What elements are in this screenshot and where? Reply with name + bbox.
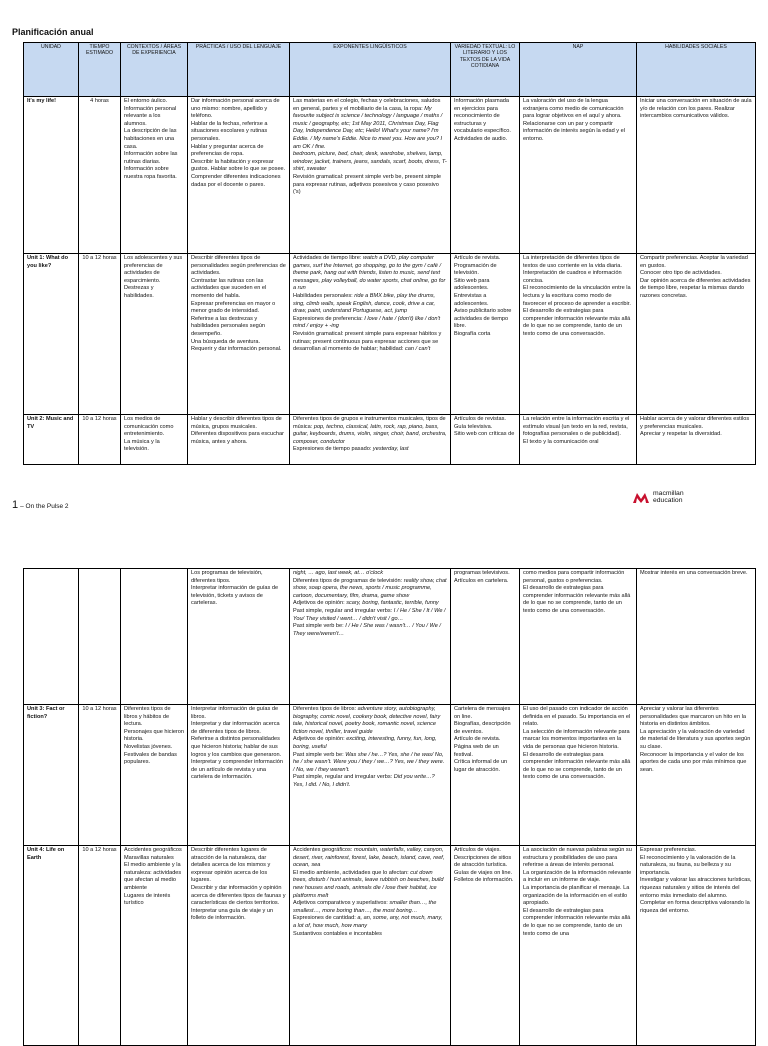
nap-cell	[520, 705, 637, 846]
planning-table-page-1	[23, 42, 756, 465]
cell-line: Artículo de revista.	[454, 255, 501, 261]
book-title: On the Pulse 2	[25, 503, 69, 510]
texts-cell	[451, 705, 520, 846]
texts-cell	[451, 254, 520, 415]
cell-line: Página web de un festival.	[454, 743, 499, 758]
cell-line: Iniciar una conversación en situación de aula y/o de relación con los pares. Realizar intercambios comunicativos válidos.	[640, 98, 752, 120]
cell-line: Apreciar y valorar las diferentes personalidades que marcaron un hito en la historia en distintos ámbitos.	[640, 706, 747, 728]
cell-line: Interpretación de cuadros e información concisa.	[523, 270, 622, 284]
cell-line: Describir la habitación y expresar gustos. Hablar sobre lo que se posee.	[191, 158, 286, 173]
header-habilidades: HABILIDADES SOCIALES	[637, 43, 756, 97]
exponent-example: I / He / She / It / We / You/ They visited / went… / didn't visit / go…	[293, 607, 446, 622]
macmillan-logo-icon	[632, 490, 650, 504]
cell-line: Guías de viajes on line.	[454, 869, 513, 876]
nap-cell	[520, 846, 637, 1046]
header-variedad: VARIEDAD TEXTUAL: LO LITERARIO Y LOS TEXTOS DE LA VIDA COTIDIANA	[451, 43, 520, 97]
nap-cell	[520, 569, 637, 705]
cell-line: Artículos en cartelera.	[454, 577, 509, 584]
cell-line: La organización de la información relevante a incluir en un informe de viaje.	[523, 869, 632, 884]
cell-line: Relacionarse con un par y compartir información de interés según la edad y el entorno.	[523, 120, 625, 142]
cell-line: Cartelera de mensajes on line.	[454, 706, 511, 720]
contexts-cell	[121, 254, 188, 415]
exponent-label: Diferentes tipos de libros:	[293, 706, 358, 712]
exponent-label: Diferentes tipos de programas de televisión:	[293, 577, 404, 584]
cell-line: El reconocimiento de la vinculación entre la lectura y la escritura como modo de favorecer el proceso de aprender a escribir.	[523, 285, 631, 307]
nap-cell	[520, 415, 637, 465]
exponent-label: Sustantivos contables e incontables	[293, 930, 382, 937]
cell-line: Comprender diferentes indicaciones dadas por el docente o pares.	[191, 173, 281, 188]
nap-cell	[520, 254, 637, 415]
cell-line: El uso del pasado con indicador de acción definida en el pasado. Su importancia en el relato.	[523, 706, 631, 728]
exponent-label: Past simple verb be:	[293, 751, 346, 758]
cell-line: Completar en forma descriptiva valorando la riqueza del entorno.	[640, 900, 750, 914]
table-row	[24, 569, 756, 705]
cell-line: Sitio web con críticas de	[454, 431, 515, 438]
cell-line: Maravillas naturales	[124, 854, 174, 861]
exponent-example: scary, boring, fantastic, terrible, funny	[346, 600, 439, 607]
cell-line: Interpretar y dar información acerca de diferentes tipos de libros.	[191, 721, 280, 735]
exponents-cell	[290, 569, 451, 705]
cell-line: Programación de televisión.	[454, 262, 497, 277]
contexts-cell	[121, 705, 188, 846]
exponent-example: bedroom, picture, bed, chair, desk, wardrobe, shelves, lamp, window; jacket, trainers, jeans, sandals, scarf, boots, dress, T-shirt, sweater	[293, 151, 447, 173]
cell-line: Artículos de revistas.	[454, 416, 506, 422]
cell-line: programas televisivos.	[454, 570, 510, 576]
practices-cell	[188, 415, 290, 465]
exponent-example: reality show, chat show, soap opera, the news, sports / music programme, cartoon, documentary, film, drama, game show	[293, 577, 447, 599]
contexts-cell	[121, 569, 188, 705]
exponent-example: smaller than…, the smallest…, more boring than…, the most boring…	[293, 900, 437, 914]
skills-cell	[637, 97, 756, 254]
exponent-label: Expresiones de cantidad:	[293, 915, 358, 922]
exponent-example: Was she / he…? Yes, she / he was/ No, he / she wasn't. Were you / they / we…? Yes, we / they were. / No, we / they weren't.	[293, 751, 445, 773]
exponents-cell	[290, 254, 451, 415]
page-number: 1	[12, 499, 19, 511]
document-page-2	[0, 560, 768, 1024]
exponent-line	[293, 578, 447, 601]
time-cell: 10 a 12 horas	[79, 415, 121, 465]
cell-line: Referirse a las destrezas y habilidades personales según desempeño.	[191, 315, 266, 337]
cell-line: Artículo de revista.	[454, 736, 501, 743]
cell-line: Sitio web para adolescentes.	[454, 277, 490, 292]
unit-cell	[24, 569, 79, 705]
cell-line: Crítica informal de un lugar de atracción.	[454, 759, 508, 773]
cell-line: Destrezas y habilidades.	[124, 285, 154, 299]
skills-cell	[637, 846, 756, 1046]
texts-cell	[451, 569, 520, 705]
exponent-label: Past simple verb be:	[293, 623, 346, 630]
exponent-label: Accidentes geográficos:	[293, 847, 354, 853]
exponents-cell	[290, 415, 451, 465]
cell-line: El entorno áulico.	[124, 98, 168, 104]
exponent-line	[293, 446, 447, 454]
cell-line: Información sobre las rutinas diarias.	[124, 151, 178, 165]
practices-cell	[188, 705, 290, 846]
exponent-line	[293, 870, 447, 900]
exponent-label: Adjetivos de opinión:	[293, 600, 347, 607]
cell-line: Interpretar una guía de viaje y un folleto de información.	[191, 907, 274, 922]
exponent-line	[293, 151, 447, 174]
exponent-line	[293, 608, 447, 623]
exponent-line	[293, 736, 447, 751]
practices-cell	[188, 254, 290, 415]
page-gap	[0, 518, 768, 560]
cell-line: Hablar acerca de y valorar diferentes estilos y preferencias musicales.	[640, 416, 750, 430]
logo-line-1: macmillan	[653, 490, 684, 497]
exponent-example: mountain, waterfalls, valley, canyon, desert, river, rainforest, forest, lake, beach, island, cave, reef, ocean, sea	[293, 847, 445, 869]
document-title: Planificación anual	[12, 27, 94, 37]
time-cell	[79, 569, 121, 705]
exponent-line	[293, 915, 447, 930]
cell-line: Información sobre nuestra ropa favorita.	[124, 166, 177, 180]
exponent-line	[293, 774, 447, 789]
skills-cell	[637, 569, 756, 705]
macmillan-logo	[632, 490, 684, 504]
cell-line: Diferentes dispositivos para escuchar música, antes y ahora.	[191, 431, 284, 445]
exponent-line	[293, 600, 447, 608]
texts-cell	[451, 97, 520, 254]
unit-cell: Unit 2: Music and TV	[24, 415, 79, 465]
exponent-line	[293, 293, 447, 316]
cell-line: Biografía corta	[454, 330, 491, 337]
cell-line: La valoración del uso de la lengua extranjera como medio de comunicación para lograr objetivos en el aquí y ahora.	[523, 98, 624, 120]
exponent-label: Las materias en el colegio, fechas y celebraciones, saludos en general, partes y el mobiliario de la casa, la ropa:	[293, 98, 441, 112]
cell-line: Requerir y dar información personal.	[191, 346, 282, 353]
cell-line: Accidentes geográficos	[124, 847, 182, 853]
exponent-line	[293, 847, 447, 870]
cell-line: Apreciar y respetar la diversidad.	[640, 431, 722, 438]
cell-line: Los medios de comunicación como entretenimiento.	[124, 416, 174, 438]
exponent-example: can / can't	[404, 346, 431, 353]
cell-line: Descripciones de sitios de atracción turística.	[454, 854, 512, 869]
table-row	[24, 705, 756, 846]
cell-line: Actividades de audio.	[454, 135, 508, 142]
cell-line: La selección de información relevante para marcar los momentos importantes en la vida de personas que hicieron historia.	[523, 728, 630, 750]
cell-line: Expresar preferencias.	[640, 847, 697, 853]
skills-cell	[637, 705, 756, 846]
exponent-label: Revisión gramatical: present simple para expresar hábitos y rutinas; present continuous para expresar acciones que se desarrollan al momento de hablar; habilidad:	[293, 330, 442, 353]
cell-line: Folletos de información.	[454, 877, 514, 884]
cell-line: La interpretación de diferentes tipos de textos de uso corriente en la vida diaria.	[523, 255, 622, 269]
header-tiempo: TIEMPO ESTIMADO	[79, 43, 121, 97]
table-row	[24, 254, 756, 415]
cell-line: El desarrollo de estrategias para comprender información relevante más allá de lo que no se comprende, tanto de un texto como de una conversación.	[523, 308, 631, 337]
unit-cell: Unit 4: Life on Earth	[24, 846, 79, 1046]
nap-cell	[520, 97, 637, 254]
unit-cell: Unit 3: Fact or fiction?	[24, 705, 79, 846]
cell-line: El reconocimiento y la valoración de la naturaleza, su fauna, su belleza y su importancia.	[640, 854, 736, 876]
exponent-line	[293, 255, 447, 293]
exponents-cell	[290, 705, 451, 846]
cell-line: Información plasmada en ejercicios para reconocimiento de estructuras y vocabulario específico.	[454, 98, 511, 135]
cell-line: Diferentes tipos de libros y hábitos de lectura.	[124, 706, 171, 728]
cell-line: Describir y dar información y opinión acerca de diferentes tipos de faunas y características de ciertos territorios.	[191, 884, 286, 907]
cell-line: Interpretar información de guías de televisión, tickets y avisos de carteleras.	[191, 585, 279, 607]
cell-line: Hablar de la fechas, referirse a situaciones escolares y rutinas personales.	[191, 120, 268, 142]
practices-cell	[188, 569, 290, 705]
exponent-example: exciting, interesting, funny, fun, long, boring, useful	[293, 736, 437, 750]
header-contextos: CONTEXTOS / ÁREAS DE EXPERIENCIA	[121, 43, 188, 97]
exponent-line	[293, 331, 447, 354]
cell-line: Una búsqueda de aventura.	[191, 338, 261, 345]
exponents-cell	[290, 846, 451, 1046]
table-header-row	[24, 43, 756, 97]
cell-line: Conocer otro tipo de actividades.	[640, 270, 722, 277]
exponent-line	[293, 98, 447, 151]
exponent-label: Revisión gramatical: present simple verb be, present simple para expresar rutinas, adjetivos posesivos y caso posesivo ('s)	[293, 173, 441, 196]
time-cell: 10 a 12 horas	[79, 254, 121, 415]
contexts-cell	[121, 415, 188, 465]
cell-line: Mostrar interés en una conversación breve.	[640, 570, 748, 576]
time-cell: 10 a 12 horas	[79, 846, 121, 1046]
cell-line: Interpretar y comprender información de un artículo de revista y una cartelera de información.	[191, 759, 284, 781]
cell-line: Los adolescentes y sus preferencias de actividades de esparcimiento.	[124, 255, 183, 284]
texts-cell	[451, 415, 520, 465]
cell-line: Información personal relevante a los alumnos.	[124, 105, 177, 127]
cell-line: Expresar preferencias en mayor o menor grado de intensidad.	[191, 300, 276, 315]
skills-cell	[637, 415, 756, 465]
exponent-line	[293, 752, 447, 775]
contexts-cell	[121, 846, 188, 1046]
exponent-example: a, an, some, any, not much, many, a lot of, how much, how many	[293, 915, 443, 929]
exponent-example: adventure story, autobiography, biography, comic novel, cookery book, detective novel, fairy tale, historical novel, poetry book, romantic novel, science fiction novel, thriller, travel guide	[293, 706, 441, 735]
exponent-line	[293, 416, 447, 446]
logo-line-2: education	[653, 497, 683, 504]
header-unidad: UNIDAD	[24, 43, 79, 97]
exponent-line	[293, 931, 447, 939]
cell-line: La música y la televisión.	[124, 438, 160, 453]
header-exponentes: EXPONENTES LINGÜÍSTICOS	[290, 43, 451, 97]
cell-line: El desarrollo de estrategias para comprender información relevante más allá de lo que no se comprende, tanto de un texto como de una conversación.	[523, 585, 631, 614]
cell-line: Dar opinión acerca de diferentes actividades de tiempo libre, respetar la mismas dando razones concretas.	[640, 277, 751, 299]
exponent-line	[293, 623, 447, 638]
cell-line: El texto y la comunicación oral	[523, 438, 599, 445]
exponent-example: Did you write…? Yes, I did. / No, I didn't.	[293, 774, 435, 788]
exponent-label: Expresiones de tiempo pasado:	[293, 446, 373, 453]
exponent-example: My favourite subject is science / technology / language / maths / music / geography, etc; 1st May 2011, Christmas Day, Flag Day, Independence Day, etc; Hello! What's your name? I'm Eddie. / My name's Eddie. Nice to meet you. How are you? I am OK / fine.	[293, 105, 443, 150]
cell-line: Guía televisiva.	[454, 423, 493, 430]
exponent-example: yesterday, last	[372, 446, 409, 453]
cell-line: Biografías, descripción de eventos.	[454, 721, 511, 735]
exponent-example: night, … ago, last week, at… o'clock	[293, 570, 383, 576]
exponent-label: Actividades de tiempo libre:	[293, 255, 363, 261]
time-cell: 10 a 12 horas	[79, 705, 121, 846]
practices-cell	[188, 97, 290, 254]
cell-line: Referirse a distintos personalidades que hicieron historia; hablar de sus logros y los cambios que generaron.	[191, 736, 282, 758]
table-row	[24, 846, 756, 1046]
exponent-example: I / He / She was / wasn't… / You / We / They were/weren't…	[293, 623, 441, 637]
cell-line: Novelistas jóvenes.	[124, 743, 173, 750]
cell-line: Describir diferentes tipos de personalidades según preferencias de actividades.	[191, 255, 286, 277]
table-row	[24, 97, 756, 254]
exponent-label: Past simple, regular and irregular verbs:	[293, 774, 394, 781]
cell-line: La descripción de las habitaciones en una casa.	[124, 128, 177, 150]
exponent-line	[293, 174, 447, 197]
cell-line: La importancia de planificar el mensaje. La organización de la información en el estilo apropiado.	[523, 884, 630, 907]
cell-line: El medio ambiente y la naturaleza: actividades que afectan al medio ambiente	[124, 862, 182, 891]
exponent-label: Diferentes tipos de grupos e instrumentos musicales, tipos de música:	[293, 416, 446, 430]
exponent-example: ride a BMX bike, play the drums, sing, climb walls, speak English, dance, cook, drive a car, draw, paint, understand Portuguese, act, jump	[293, 292, 436, 315]
cell-line: Compartir preferencias. Aceptar la variedad en gustos.	[640, 255, 748, 269]
cell-line: Aviso publicitario sobre actividades de tiempo libre.	[454, 308, 512, 330]
cell-line: Dar información personal acerca de uno mismo: nombre, apellido y teléfono.	[191, 98, 280, 120]
page-footer: 1 – On the Pulse 2	[12, 499, 69, 511]
header-practicas: PRÁCTICAS / USO DEL LENGUAJE	[188, 43, 290, 97]
exponent-line	[293, 706, 447, 736]
exponent-label: Adjetivos de opinión:	[293, 736, 347, 743]
exponent-example: I love / hate / (don't) like / don't mind / enjoy + -ing	[293, 315, 441, 330]
skills-cell	[637, 254, 756, 415]
header-nap: NAP	[520, 43, 637, 97]
table-row	[24, 415, 756, 465]
exponent-label: Adjetivos comparativos y superlativos:	[293, 900, 390, 907]
cell-line: como medios para compartir información personal, gustos o preferencias.	[523, 570, 625, 584]
cell-line: La relación entre la información escrita y el estímulo visual (un texto en la red, revista, fotografías personales o de publicidad).	[523, 416, 630, 438]
cell-line: Los programas de televisión, diferentes tipos.	[191, 570, 263, 584]
cell-line: El desarrollo de estrategias para comprender información relevante más allá de lo que no se comprende, tanto de un texto como de una	[523, 907, 631, 937]
cell-line: Hablar y preguntar acerca de preferencias de ropa.	[191, 143, 264, 158]
exponents-cell	[290, 97, 451, 254]
contexts-cell	[121, 97, 188, 254]
cell-line: Reconocer la importancia y el valor de los aportes de cada uno por más mínimos que sean.	[640, 751, 747, 773]
cell-line: Describir diferentes lugares de atracción de la naturaleza, dar detalles acerca de los mismos y expresar opinión acerca de los lugares.	[191, 847, 271, 884]
cell-line: Interpretar información de guías de libros.	[191, 706, 279, 720]
exponent-label: Habilidades personales:	[293, 292, 355, 299]
cell-line: Contrastar las rutinas con las actividades que suceden en el momento del habla.	[191, 277, 267, 299]
cell-line: Artículos de viajes.	[454, 847, 501, 853]
exponent-line	[293, 900, 447, 915]
cell-line: Entrevistas a adolescentes.	[454, 292, 489, 307]
planning-table-page-2	[23, 568, 756, 1046]
cell-line: La asociación de nuevas palabras según su estructura y posibilidades de uso para referirse a áreas de interés personal.	[523, 847, 632, 869]
exponent-label: El medio ambiente, actividades que lo afectan:	[293, 869, 411, 876]
exponent-line	[293, 316, 447, 331]
cell-line: La apreciación y la valoración de variedad de material de literatura y sus aportes según su clase.	[640, 728, 751, 750]
cell-line: Investigar y valorar las atracciones turísticas, riquezas naturales y sitios de interés del entorno más inmediato del alumno.	[640, 877, 752, 899]
exponent-line	[293, 570, 447, 578]
exponent-example: pop, techno, classical, latin, rock, rap, piano, bass, guitar, keyboards, drums, violin, singer, choir, band, orchestra, composer, conductor	[293, 423, 447, 445]
exponent-example: cut down trees, disturb / hunt animals, leave rubbish on beaches, build new houses and roads, animals die / lose their habitat, ice platforms melt	[293, 869, 444, 899]
time-cell: 4 horas	[79, 97, 121, 254]
unit-cell: Unit 1: What do you like?	[24, 254, 79, 415]
cell-line: El desarrollo de estrategias para comprender información relevante más allá de lo que no se comprende, tanto de un texto como de una conversación.	[523, 751, 631, 781]
practices-cell	[188, 846, 290, 1046]
cell-line: Personajes que hicieron historia.	[124, 728, 185, 743]
unit-cell: It's my life!	[24, 97, 79, 254]
cell-line: Lugares de interés turístico	[124, 892, 171, 907]
document-page-1	[0, 0, 768, 518]
exponent-label: Expresiones de preferencia:	[293, 315, 365, 322]
cell-line: Hablar y describir diferentes tipos de música, grupos musicales.	[191, 416, 282, 430]
exponent-example: watch a DVD, play computer games, surf the Internet, go shopping, go to the gym / café / theme park, hang out with friends, listen to music, send text messages, play volleyball, do water sports, chat online, go for a run	[293, 255, 446, 292]
texts-cell	[451, 846, 520, 1046]
exponent-label: Past simple, regular and irregular verbs:	[293, 607, 394, 614]
cell-line: Festivales de bandas populares.	[124, 751, 177, 766]
